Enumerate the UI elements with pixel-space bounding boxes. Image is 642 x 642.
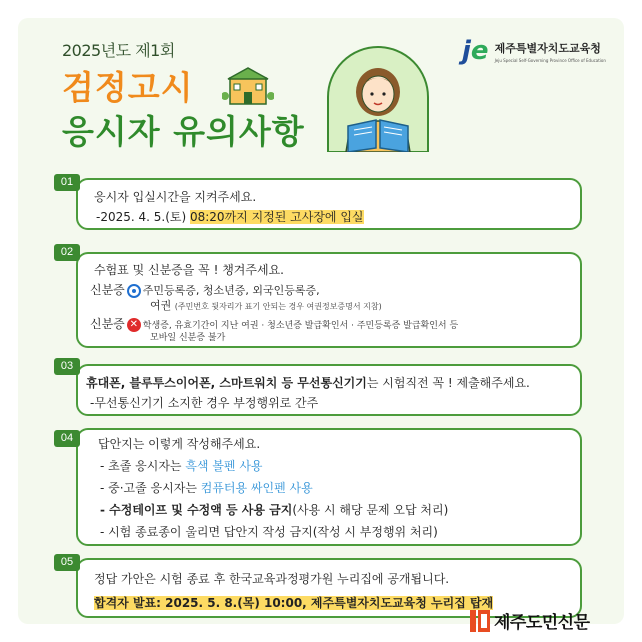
not-allowed-x-icon: ✕ (127, 318, 141, 332)
answer-rule-2 (100, 479, 313, 496)
id-label: 신분증 (90, 283, 125, 297)
notice-box (76, 178, 582, 230)
passport-note: (주민번호 뒷자리가 표기 안되는 경우 여권정보증명서 지참) (174, 302, 382, 311)
submit-instruction: 는 시험직전 꼭 ! 제출해주세요. (366, 376, 530, 390)
section-02-heading: 수험표 및 신분증을 꼭 ! 챙겨주세요. (94, 263, 284, 277)
notice-box (76, 252, 582, 348)
rule-text: - 중·고졸 응시자는 (100, 481, 201, 495)
id-denied-row (90, 315, 458, 332)
section-number-badge: 01 (54, 174, 80, 191)
black-pen-text: 흑색 볼펜 사용 (185, 459, 263, 473)
wireless-devices: 휴대폰, 블루투스이어폰, 스마트워치 등 무선통신기기 (86, 376, 367, 390)
section-01-date (96, 208, 364, 225)
school-building-icon (222, 66, 274, 110)
answer-rule-3 (100, 501, 448, 518)
section-01-heading: 응시자 입실시간을 지켜주세요. (94, 190, 257, 204)
correction-ban: - 수정테이프 및 수정액 등 사용 금지 (100, 503, 293, 517)
title-line-1: 검정고시 (62, 68, 194, 107)
logo-name: 제주특별자치도교육청 (494, 41, 601, 55)
exam-date: -2025. 4. 5.(토) (96, 210, 190, 224)
notice-box (76, 364, 582, 416)
notice-section-02 (54, 240, 582, 348)
title-line-2: 응시자 유의사항 (62, 112, 305, 151)
notice-section-01 (54, 170, 582, 232)
id-label: 신분증 (90, 317, 125, 331)
answer-rule-1 (100, 457, 263, 474)
year-label: 2025년도 제1회 (62, 41, 175, 60)
logo-mark: je (462, 36, 489, 66)
news-brand-name: 제주도민신문 (494, 613, 590, 633)
section-number-badge: 04 (54, 430, 80, 447)
section-number-badge: 03 (54, 358, 80, 375)
answer-rule-4: - 시험 종료종이 울리면 답안지 작성 금지(작성 시 부정행위 처리) (100, 525, 438, 539)
notice-section-03 (54, 354, 582, 416)
mobile-id-denied: 모바일 신분증 불가 (150, 333, 226, 343)
computer-pen-text: 컴퓨터용 싸인펜 사용 (200, 481, 313, 495)
student-reading-illustration (318, 42, 438, 156)
id-allowed-row (90, 281, 320, 298)
jeju-education-office-logo (462, 36, 606, 66)
section-number-badge: 05 (54, 554, 80, 571)
news-logo-icon (470, 610, 490, 632)
allowed-circle-icon (127, 284, 141, 298)
correction-penalty: (사용 시 해당 문제 오답 처리) (292, 503, 449, 517)
section-number-badge: 02 (54, 244, 80, 261)
notice-section-04 (54, 428, 582, 546)
passport-label: 여권 (150, 299, 172, 312)
denied-ids: 학생증, 유효기간이 지난 여권 · 청소년증 발급확인서 · 주민등록증 발급확인서 등 (142, 321, 459, 331)
answer-release-notice: 정답 가안은 시험 종료 후 한국교육과정평가원 누리집에 공개됩니다. (94, 572, 450, 586)
jejudomin-news-watermark (470, 608, 590, 633)
rule-text: - 초졸 응시자는 (100, 459, 186, 473)
section-03-heading (86, 374, 530, 391)
allowed-ids: 주민등록증, 청소년증, 외국인등록증, (142, 284, 320, 297)
notice-box (76, 428, 582, 546)
results-highlight: 합격자 발표: 2025. 5. 8.(목) 10:00, 제주특별자치도교육청 누리집 탑재 (94, 596, 494, 610)
logo-subtitle: Jeju Special Self-Governing Province Office of Education (494, 57, 606, 63)
section-04-heading: 답안지는 이렇게 작성해주세요. (98, 437, 261, 451)
passport-row (150, 297, 382, 313)
cheating-warning: -무선통신기기 소지한 경우 부정행위로 간주 (90, 396, 319, 410)
entry-time-highlight: 08:20까지 지정된 고사장에 입실 (189, 210, 364, 224)
results-announcement (94, 594, 493, 611)
